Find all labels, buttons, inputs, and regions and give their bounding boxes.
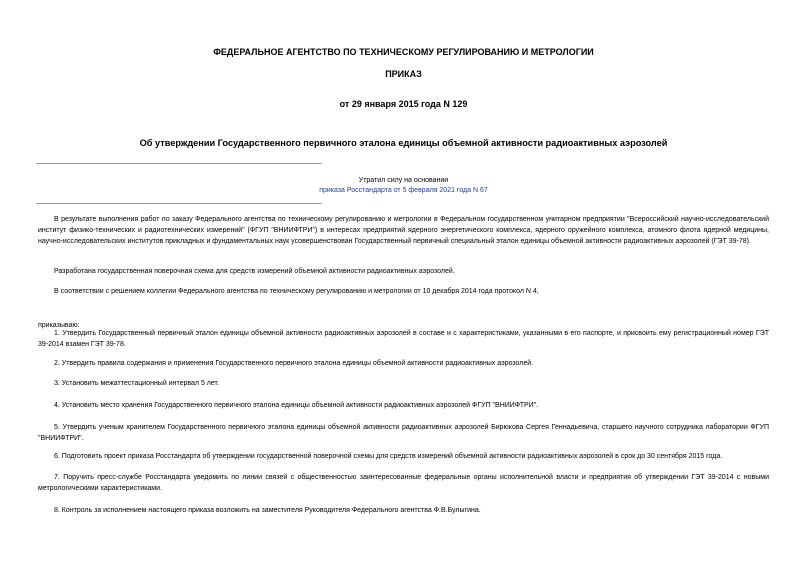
paragraph-scheme: Разработана государственная поверочная схема для средств измерений объемной активности радиоактивных аэрозолей. xyxy=(54,268,455,275)
status-note-link-row xyxy=(0,186,807,196)
repeal-order-link[interactable]: приказа Росстандарта от 5 февраля 2021 года N 67 xyxy=(319,187,488,194)
status-note-line: Утратил силу на основании xyxy=(358,177,449,184)
date-number-heading: от 29 января 2015 года N 129 xyxy=(339,99,468,109)
order-item-3: 3. Установить межаттестационный интервал 5 лет. xyxy=(54,380,219,387)
document-title: Об утверждении Государственного первичного эталона единицы объемной активности радиоактивных аэрозолей xyxy=(139,138,668,148)
order-item-7: 7. Поручить пресс-службе Росстандарта уведомить по линии связей с общественностью заинтересованные федеральные органы исполнительной власти и предприятия об утверждении ГЭТ 39-2014 с новыми метрологическими характеристиками. xyxy=(38,474,769,492)
order-word: приказываю: xyxy=(38,322,80,329)
order-item-5: 5. Утвердить ученым хранителем Государственного первичного эталона единицы объемной активности радиоактивных аэрозолей Бирюкова Сергея Геннадьевича, старшего научного сотрудника лаборатории ФГУП "ВНИИФТРИ". xyxy=(38,424,769,442)
order-item-1: 1. Утвердить Государственный первичный эталон единицы объемной активности радиоактивных аэрозолей в составе и с характеристиками, указанными в его паспорте, и присвоить ему регистрационный номер ГЭТ 39-2014 взамен ГЭТ 39-78. xyxy=(38,330,769,348)
doc-type-heading: ПРИКАЗ xyxy=(385,69,422,79)
order-item-4: 4. Установить место хранения Государственного первичного эталона единицы объемной активности радиоактивных аэрозолей ФГУП "ВНИИФТРИ". xyxy=(54,402,539,409)
order-item-8: 8. Контроль за исполнением настоящего приказа возложить на заместителя Руководителя Федерального агентства Ф.В.Булыгина. xyxy=(54,507,481,514)
order-item-6: 6. Подготовить проект приказа Росстандарта об утверждении государственной поверочной схемы для средств измерений объемной активности радиоактивных аэрозолей в срок до 30 сентября 2015 года. xyxy=(54,453,723,460)
intro-paragraph: В результате выполнения работ по заказу Федерального агентства по техническому регулированию и метрологии в Федеральном государственном унитарном предприятии "Всероссийский научно-исследовательский институт физико-технических и радиотехнических измерений" (ФГУП "ВНИИФТРИ") в интересах предприятий ядерного энергетического комплекса, ядерного оружейного комплекса, атомного флота ядерной медицины, научно-исследовательских институтов прикладных и фундаментальных наук усовершенствован Государственный первичный специальный эталон единицы объемной активности радиоактивных аэрозолей (ГЭТ 39-78). xyxy=(38,216,769,245)
agency-heading: ФЕДЕРАЛЬНОЕ АГЕНТСТВО ПО ТЕХНИЧЕСКОМУ РЕГУЛИРОВАНИЮ И МЕТРОЛОГИИ xyxy=(213,47,594,57)
order-item-2: 2. Утвердить правила содержания и применения Государственного первичного эталона единицы объемной активности радиоактивных аэрозолей. xyxy=(54,360,534,367)
divider-top xyxy=(36,163,322,164)
paragraph-decision: В соответствии с решением коллегии Федерального агентства по техническому регулированию и метрологии от 10 декабря 2014 года протокол N 4, xyxy=(54,288,539,295)
divider-bottom xyxy=(36,203,322,204)
